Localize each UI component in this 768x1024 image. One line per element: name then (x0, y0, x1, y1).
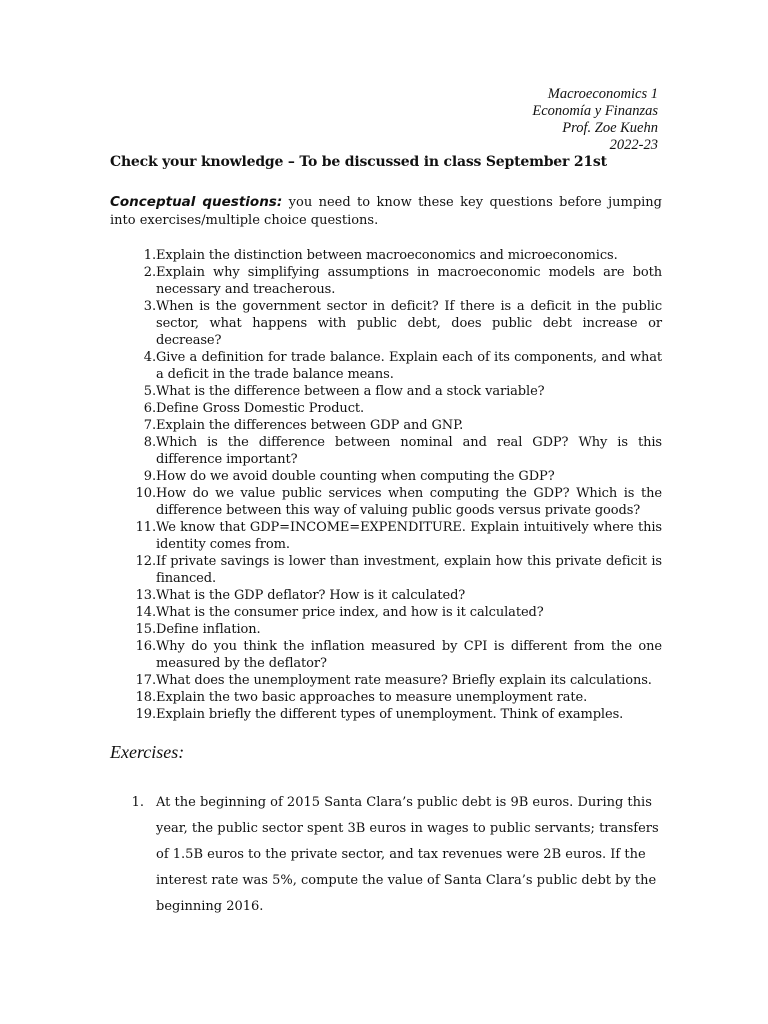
question-item (110, 400, 662, 417)
professor-name: Prof. Zoe Kuehn (562, 120, 658, 136)
question-item (110, 519, 662, 553)
question-item (110, 349, 662, 383)
question-item-number: 12. (135, 554, 156, 569)
question-item-text: Explain the two basic approaches to measure unemployment rate. (156, 690, 588, 705)
question-item (110, 417, 662, 434)
question-item-text: Explain the distinction between macroeconomics and microeconomics. (156, 248, 618, 263)
question-item-number: 10. (135, 486, 156, 501)
question-item (110, 434, 662, 468)
question-item-number: 13. (135, 588, 156, 603)
question-item-number: 11. (135, 520, 156, 535)
intro-paragraph (110, 193, 662, 230)
question-item-text: Give a definition for trade balance. Explain each of its components, and what a deficit in the trade balance means. (156, 350, 662, 382)
question-item (110, 485, 662, 519)
question-item-number: 6. (143, 401, 156, 416)
section-label-conceptual: Conceptual questions: (110, 194, 283, 210)
question-item-text: Why do you think the inflation measured by CPI is different from the one measured by the deflator? (156, 639, 662, 671)
question-item-number: 17. (135, 673, 156, 688)
page-title: Check your knowledge – To be discussed in class September 21st (110, 154, 607, 170)
question-item-text: What is the consumer price index, and how is it calculated? (156, 605, 544, 620)
academic-year: 2022-23 (609, 137, 658, 153)
question-item (110, 298, 662, 349)
question-item-number: 7. (143, 418, 156, 433)
question-item-number: 15. (135, 622, 156, 637)
question-item (110, 672, 662, 689)
exercise-item-number: 1. (131, 795, 144, 810)
question-item (110, 689, 662, 706)
question-item (110, 383, 662, 400)
question-item-text: Explain briefly the different types of unemployment. Think of examples. (156, 707, 624, 722)
question-item-number: 1. (143, 248, 156, 263)
question-item-text: What is the difference between a flow and a stock variable? (156, 384, 545, 399)
question-item (110, 706, 662, 723)
question-item-number: 5. (143, 384, 156, 399)
exercise-item (110, 790, 662, 920)
question-list (110, 247, 662, 723)
question-item-text: Define inflation. (156, 622, 261, 637)
intro-text: you need to know these key questions before jumping into exercises/multiple choice questions. (110, 195, 663, 228)
question-item (110, 621, 662, 638)
question-item-text: Define Gross Domestic Product. (156, 401, 365, 416)
question-item-number: 8. (143, 435, 156, 450)
question-item-text: What is the GDP deflator? How is it calculated? (156, 588, 466, 603)
course-name: Macroeconomics 1 (547, 86, 658, 102)
question-item (110, 638, 662, 672)
document-header (532, 86, 658, 154)
question-item-text: Explain the differences between GDP and GNP. (156, 418, 464, 433)
question-item-text: We know that GDP=INCOME=EXPENDITURE. Explain intuitively where this identity comes from. (156, 520, 662, 552)
question-item-text: How do we value public services when computing the GDP? Which is the difference between this way of valuing public goods versus private goods? (156, 486, 662, 518)
question-item-text: How do we avoid double counting when computing the GDP? (156, 469, 555, 484)
exercise-list (110, 790, 662, 920)
question-item-number: 2. (143, 265, 156, 280)
exercises-heading: Exercises: (110, 742, 185, 762)
question-item-number: 9. (143, 469, 156, 484)
question-item-text: When is the government sector in deficit? If there is a deficit in the public sector, what happens with public debt, does public debt increase or decrease? (156, 299, 662, 348)
program-name: Economía y Finanzas (532, 103, 658, 119)
question-item (110, 587, 662, 604)
question-item-number: 16. (135, 639, 156, 654)
question-item-number: 19. (135, 707, 156, 722)
question-item (110, 553, 662, 587)
question-item-text: If private savings is lower than investment, explain how this private deficit is financed. (156, 554, 662, 586)
question-item (110, 247, 662, 264)
question-item-number: 4. (143, 350, 156, 365)
question-item-text: Explain why simplifying assumptions in macroeconomic models are both necessary and treacherous. (156, 265, 662, 297)
question-item (110, 604, 662, 621)
question-item-number: 18. (135, 690, 156, 705)
question-item-text: What does the unemployment rate measure? Briefly explain its calculations. (156, 673, 652, 688)
question-item-number: 14. (135, 605, 156, 620)
exercise-item-text: At the beginning of 2015 Santa Clara’s public debt is 9B euros. During this year, the public sector spent 3B euros in wages to public servants; transfers of 1.5B euros to the private sector, and tax revenues were 2B euros. If the interest rate was 5%, compute the value of Santa Clara’s public debt by the beginning 2016. (156, 795, 659, 914)
question-item-number: 3. (143, 299, 156, 314)
question-item-text: Which is the difference between nominal and real GDP? Why is this difference important? (156, 435, 662, 467)
question-item (110, 264, 662, 298)
question-item (110, 468, 662, 485)
